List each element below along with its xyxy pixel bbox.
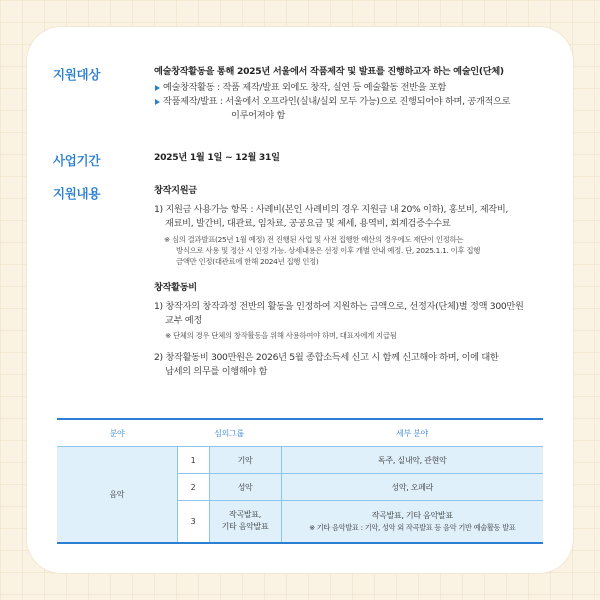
header-detail: 세부 분야 xyxy=(281,419,543,447)
section1-note-3: 금액만 인정(대관료에 한해 2024년 집행 인정) xyxy=(176,257,319,266)
section2-title: 창작활동비 xyxy=(154,282,197,293)
content-card xyxy=(27,27,573,573)
row-number: 1 xyxy=(177,447,209,474)
target-bullet-1: 예술창작활동 : 작품 제작/발표 외에도 창작, 실연 등 예술활동 전반을 포함 xyxy=(154,81,547,95)
group-cell xyxy=(209,501,281,543)
header-group: 심의그룹 xyxy=(177,419,281,447)
section2-item1-line2: 교부 예정 xyxy=(165,315,202,326)
row-number: 3 xyxy=(177,501,209,543)
section1-item1-line2: 재료비, 발간비, 대관료, 임차료, 공공요금 및 제세, 용역비, 회계검증수수료 xyxy=(165,218,451,229)
category-cell: 음악 xyxy=(57,447,177,543)
period-value: 2025년 1월 1일 ~ 12월 31일 xyxy=(154,152,280,163)
target-content xyxy=(154,65,547,123)
detail-note: ※ 기타 음악발표 : 기악, 성악 외 작곡발표 등 음악 기반 예술활동 발표 xyxy=(309,522,516,532)
table-header-row xyxy=(57,419,543,447)
header-field: 분야 xyxy=(57,419,177,447)
section1-note-1: ※ 심의 결과발표(25년 1월 예정) 전 진행된 사업 및 사전 집행한 예산의 경우에도 재단이 인정하는 xyxy=(164,235,464,244)
section2-item1-note: ※ 단체의 경우 단체의 창작활동을 위해 사용하여야 하며, 대표자에게 지급됨 xyxy=(165,331,397,340)
target-bullet-2: 작품제작/발표 : 서울에서 오프라인(실내/실외 모두 가능)으로 진행되어야 하며, 공개적으로 xyxy=(154,95,547,109)
section1-title: 창작지원금 xyxy=(154,185,197,196)
support-label: 지원내용 xyxy=(53,186,101,201)
group-cell: 기악 xyxy=(209,447,281,474)
detail-cell xyxy=(281,501,543,543)
section2-item1-line1: 1) 창작자의 창작과정 전반의 활동을 인정하여 지원하는 금액으로, 선정자(단체)별 정액 300만원 xyxy=(154,301,524,312)
target-title: 예술창작활동을 통해 2025년 서울에서 작품제작 및 발표를 진행하고자 하는 예술인(단체) xyxy=(154,66,504,77)
detail-cell: 독주, 실내악, 관현악 xyxy=(281,447,543,474)
table-row xyxy=(57,447,543,474)
section1-item1-line1: 1) 지원금 사용가능 항목 : 사례비(본인 사례비의 경우 지원금 내 20% 이하), 홍보비, 제작비, xyxy=(154,204,509,215)
section2-item2-line2: 납세의 의무를 이행해야 함 xyxy=(165,366,268,377)
section1-note-2: 방식으로 사용 및 정산 시 인정 가능. 상세내용은 선정 이후 개별 안내 예정. 단, 2025.1.1. 이후 집행 xyxy=(176,246,481,255)
section2-item2-line1: 2) 창작활동비 300만원은 2026년 5월 종합소득세 신고 시 함께 신고해야 하며, 이에 대한 xyxy=(154,352,499,363)
group-line-1: 작곡발표, xyxy=(229,510,261,520)
target-bullet-2-cont: 이루어져야 함 xyxy=(231,110,286,121)
group-cell: 성악 xyxy=(209,474,281,501)
period-label: 사업기간 xyxy=(53,153,101,168)
detail-main: 작곡발표, 기타 음악발표 xyxy=(371,510,453,520)
target-label: 지원대상 xyxy=(53,67,101,82)
group-line-2: 기타 음악발표 xyxy=(221,522,269,532)
genre-table xyxy=(57,418,543,544)
detail-cell: 성악, 오페라 xyxy=(281,474,543,501)
support-content xyxy=(154,184,547,379)
row-number: 2 xyxy=(177,474,209,501)
